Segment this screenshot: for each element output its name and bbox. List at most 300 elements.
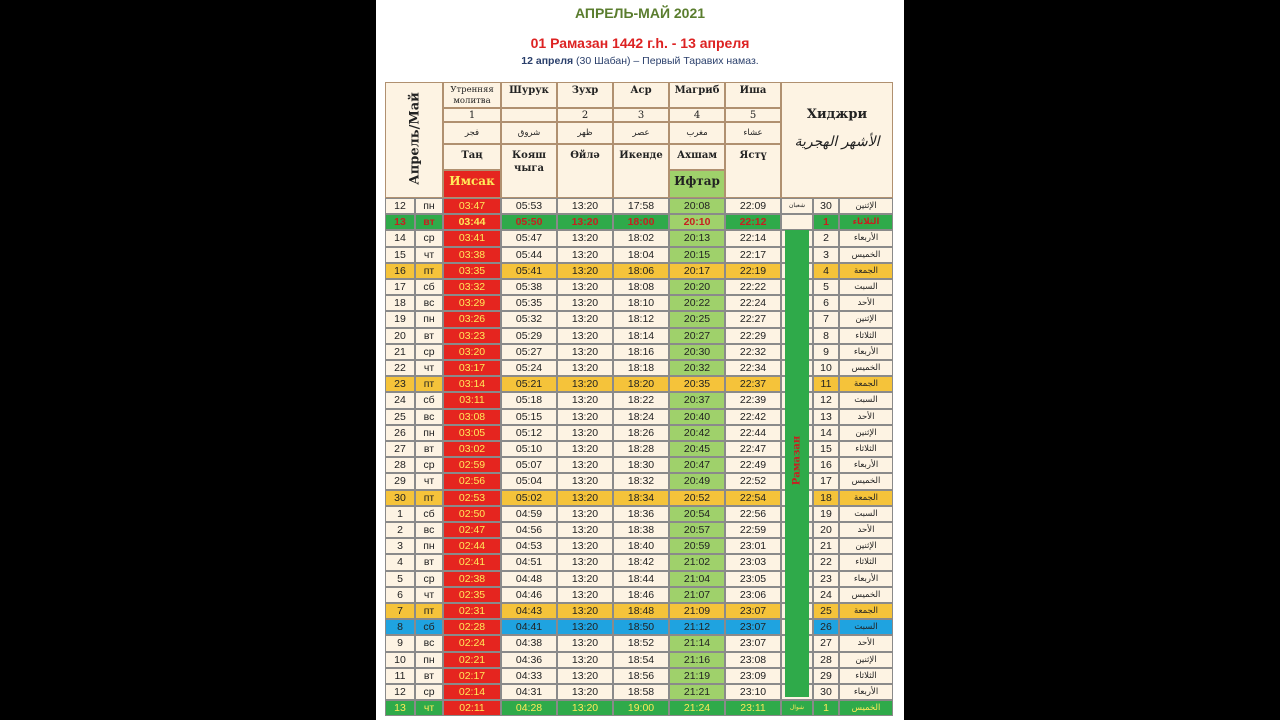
isha-header-tatar: Ястү bbox=[725, 144, 781, 198]
hijri-weekday-cell: الأحد bbox=[839, 635, 893, 651]
fajr-cell: 03:32 bbox=[443, 279, 501, 295]
asr-cell: 18:22 bbox=[613, 392, 669, 408]
zuhr-cell: 13:20 bbox=[557, 668, 613, 684]
maghrib-cell: 20:35 bbox=[669, 376, 725, 392]
taraweeh-note-text: (30 Шабан) – Первый Таравих намаз. bbox=[573, 55, 759, 67]
zuhr-cell: 13:20 bbox=[557, 571, 613, 587]
maghrib-cell: 21:24 bbox=[669, 700, 725, 716]
weekday-cell: сб bbox=[415, 392, 443, 408]
table-row bbox=[385, 360, 893, 376]
zuhr-header-tatar: Өйлә bbox=[557, 144, 613, 198]
day-cell: 8 bbox=[385, 619, 415, 635]
asr-cell: 18:16 bbox=[613, 344, 669, 360]
hijri-weekday-cell: الأحد bbox=[839, 295, 893, 311]
isha-cell: 23:01 bbox=[725, 538, 781, 554]
hijri-day-cell: 9 bbox=[813, 344, 839, 360]
weekday-cell: сб bbox=[415, 279, 443, 295]
table-row bbox=[385, 700, 893, 716]
shuruk-cell: 05:38 bbox=[501, 279, 557, 295]
table-row bbox=[385, 619, 893, 635]
day-cell: 19 bbox=[385, 311, 415, 327]
table-row bbox=[385, 425, 893, 441]
day-cell: 12 bbox=[385, 684, 415, 700]
weekday-cell: вс bbox=[415, 295, 443, 311]
shuruk-cell: 04:31 bbox=[501, 684, 557, 700]
hijri-weekday-cell: الجمعة bbox=[839, 603, 893, 619]
weekday-cell: ср bbox=[415, 571, 443, 587]
fajr-cell: 02:41 bbox=[443, 554, 501, 570]
month-header-label: Апрель/Май bbox=[407, 92, 423, 185]
hijri-day-cell: 16 bbox=[813, 457, 839, 473]
zuhr-cell: 13:20 bbox=[557, 279, 613, 295]
hijri-day-cell: 18 bbox=[813, 490, 839, 506]
weekday-cell: пн bbox=[415, 425, 443, 441]
fajr-header-tatar: Таң bbox=[443, 144, 501, 170]
day-cell: 20 bbox=[385, 328, 415, 344]
ramadan-start-subtitle: 01 Рамазан 1442 г.h. - 13 апреля bbox=[530, 35, 750, 51]
asr-cell: 18:06 bbox=[613, 263, 669, 279]
hijri-weekday-cell: الإثنين bbox=[839, 198, 893, 214]
hijri-day-cell: 28 bbox=[813, 652, 839, 668]
day-cell: 1 bbox=[385, 506, 415, 522]
asr-cell: 18:12 bbox=[613, 311, 669, 327]
asr-cell: 18:54 bbox=[613, 652, 669, 668]
fajr-cell: 02:21 bbox=[443, 652, 501, 668]
zuhr-header-arabic: ظهر bbox=[557, 122, 613, 144]
asr-cell: 19:00 bbox=[613, 700, 669, 716]
weekday-cell: ср bbox=[415, 684, 443, 700]
isha-cell: 23:09 bbox=[725, 668, 781, 684]
weekday-cell: ср bbox=[415, 344, 443, 360]
shuruk-cell: 04:59 bbox=[501, 506, 557, 522]
hijri-day-cell: 1 bbox=[813, 700, 839, 716]
day-cell: 26 bbox=[385, 425, 415, 441]
fajr-cell: 02:35 bbox=[443, 587, 501, 603]
shuruk-cell: 04:48 bbox=[501, 571, 557, 587]
maghrib-cell: 21:09 bbox=[669, 603, 725, 619]
isha-cell: 23:07 bbox=[725, 603, 781, 619]
hijri-day-cell: 12 bbox=[813, 392, 839, 408]
fajr-cell: 02:59 bbox=[443, 457, 501, 473]
isha-cell: 22:54 bbox=[725, 490, 781, 506]
shuruk-cell: 05:50 bbox=[501, 214, 557, 230]
fajr-cell: 02:24 bbox=[443, 635, 501, 651]
table-row bbox=[385, 441, 893, 457]
table-row bbox=[385, 198, 893, 214]
asr-cell: 18:30 bbox=[613, 457, 669, 473]
shuruk-cell: 05:44 bbox=[501, 247, 557, 263]
fajr-cell: 03:44 bbox=[443, 214, 501, 230]
hijri-day-cell: 25 bbox=[813, 603, 839, 619]
isha-cell: 23:05 bbox=[725, 571, 781, 587]
shuruk-cell: 04:33 bbox=[501, 668, 557, 684]
weekday-cell: пт bbox=[415, 603, 443, 619]
zuhr-cell: 13:20 bbox=[557, 409, 613, 425]
asr-cell: 18:14 bbox=[613, 328, 669, 344]
asr-cell: 18:32 bbox=[613, 473, 669, 489]
asr-cell: 18:50 bbox=[613, 619, 669, 635]
asr-cell: 18:44 bbox=[613, 571, 669, 587]
hijri-weekday-cell: الخميس bbox=[839, 700, 893, 716]
hijri-weekday-cell: الأربعاء bbox=[839, 571, 893, 587]
maghrib-cell: 21:04 bbox=[669, 571, 725, 587]
day-cell: 22 bbox=[385, 360, 415, 376]
asr-cell: 18:56 bbox=[613, 668, 669, 684]
maghrib-header-title: Магриб bbox=[669, 82, 725, 108]
asr-cell: 18:42 bbox=[613, 554, 669, 570]
shuruk-cell: 05:41 bbox=[501, 263, 557, 279]
asr-header-tatar: Икенде bbox=[613, 144, 669, 198]
hijri-day-cell: 4 bbox=[813, 263, 839, 279]
asr-header-num: 3 bbox=[613, 108, 669, 122]
day-cell: 10 bbox=[385, 652, 415, 668]
hijri-day-cell: 30 bbox=[813, 198, 839, 214]
asr-cell: 18:02 bbox=[613, 230, 669, 246]
fajr-cell: 03:20 bbox=[443, 344, 501, 360]
hijri-day-cell: 2 bbox=[813, 230, 839, 246]
hijri-day-cell: 22 bbox=[813, 554, 839, 570]
zuhr-cell: 13:20 bbox=[557, 376, 613, 392]
zuhr-cell: 13:20 bbox=[557, 619, 613, 635]
day-cell: 6 bbox=[385, 587, 415, 603]
fajr-cell: 02:31 bbox=[443, 603, 501, 619]
day-cell: 4 bbox=[385, 554, 415, 570]
isha-cell: 23:10 bbox=[725, 684, 781, 700]
maghrib-cell: 20:08 bbox=[669, 198, 725, 214]
zuhr-header-num: 2 bbox=[557, 108, 613, 122]
asr-header-title: Аср bbox=[613, 82, 669, 108]
zuhr-cell: 13:20 bbox=[557, 652, 613, 668]
hijri-weekday-cell: السبت bbox=[839, 279, 893, 295]
hijri-weekday-cell: الخميس bbox=[839, 360, 893, 376]
shuruk-cell: 05:35 bbox=[501, 295, 557, 311]
weekday-cell: вт bbox=[415, 554, 443, 570]
shuruk-header-arabic: شروق bbox=[501, 122, 557, 144]
maghrib-cell: 20:37 bbox=[669, 392, 725, 408]
hijri-day-cell: 26 bbox=[813, 619, 839, 635]
day-cell: 13 bbox=[385, 700, 415, 716]
weekday-cell: пт bbox=[415, 376, 443, 392]
hijri-day-cell: 30 bbox=[813, 684, 839, 700]
fajr-cell: 02:50 bbox=[443, 506, 501, 522]
day-cell: 13 bbox=[385, 214, 415, 230]
maghrib-cell: 20:20 bbox=[669, 279, 725, 295]
shuruk-cell: 04:56 bbox=[501, 522, 557, 538]
maghrib-header-num: 4 bbox=[669, 108, 725, 122]
maghrib-cell: 20:32 bbox=[669, 360, 725, 376]
hijri-day-cell: 6 bbox=[813, 295, 839, 311]
weekday-cell: вт bbox=[415, 668, 443, 684]
fajr-header-num: 1 bbox=[443, 108, 501, 122]
shuruk-cell: 04:36 bbox=[501, 652, 557, 668]
isha-cell: 22:27 bbox=[725, 311, 781, 327]
imsak-header: Имсак bbox=[443, 170, 501, 198]
hijri-day-cell: 23 bbox=[813, 571, 839, 587]
weekday-cell: сб bbox=[415, 506, 443, 522]
zuhr-cell: 13:20 bbox=[557, 295, 613, 311]
weekday-cell: чт bbox=[415, 700, 443, 716]
day-cell: 11 bbox=[385, 668, 415, 684]
weekday-cell: вс bbox=[415, 522, 443, 538]
zuhr-cell: 13:20 bbox=[557, 700, 613, 716]
isha-cell: 22:59 bbox=[725, 522, 781, 538]
zuhr-cell: 13:20 bbox=[557, 392, 613, 408]
fajr-cell: 03:11 bbox=[443, 392, 501, 408]
maghrib-cell: 21:07 bbox=[669, 587, 725, 603]
shuruk-cell: 05:18 bbox=[501, 392, 557, 408]
zuhr-cell: 13:20 bbox=[557, 473, 613, 489]
table-row bbox=[385, 652, 893, 668]
shuruk-header-tatar: Кояш чыга bbox=[501, 144, 557, 198]
day-cell: 17 bbox=[385, 279, 415, 295]
fajr-cell: 02:53 bbox=[443, 490, 501, 506]
isha-cell: 23:08 bbox=[725, 652, 781, 668]
hijri-weekday-cell: الثلاثاء bbox=[839, 328, 893, 344]
isha-cell: 22:17 bbox=[725, 247, 781, 263]
zuhr-cell: 13:20 bbox=[557, 506, 613, 522]
shuruk-cell: 04:43 bbox=[501, 603, 557, 619]
zuhr-cell: 13:20 bbox=[557, 635, 613, 651]
asr-cell: 18:34 bbox=[613, 490, 669, 506]
shuruk-cell: 05:21 bbox=[501, 376, 557, 392]
maghrib-header-tatar: Ахшам bbox=[669, 144, 725, 170]
shuruk-cell: 04:41 bbox=[501, 619, 557, 635]
hijri-weekday-cell: الجمعة bbox=[839, 490, 893, 506]
table-row bbox=[385, 538, 893, 554]
asr-cell: 18:46 bbox=[613, 587, 669, 603]
asr-cell: 18:36 bbox=[613, 506, 669, 522]
hijri-weekday-cell: الأربعاء bbox=[839, 230, 893, 246]
hijri-day-cell: 27 bbox=[813, 635, 839, 651]
isha-cell: 22:52 bbox=[725, 473, 781, 489]
hijri-day-cell: 10 bbox=[813, 360, 839, 376]
day-cell: 16 bbox=[385, 263, 415, 279]
weekday-cell: пт bbox=[415, 490, 443, 506]
day-cell: 30 bbox=[385, 490, 415, 506]
isha-cell: 23:07 bbox=[725, 619, 781, 635]
isha-cell: 22:34 bbox=[725, 360, 781, 376]
day-cell: 25 bbox=[385, 409, 415, 425]
fajr-cell: 02:11 bbox=[443, 700, 501, 716]
table-row bbox=[385, 554, 893, 570]
zuhr-cell: 13:20 bbox=[557, 311, 613, 327]
maghrib-cell: 20:59 bbox=[669, 538, 725, 554]
weekday-cell: ср bbox=[415, 457, 443, 473]
asr-cell: 18:10 bbox=[613, 295, 669, 311]
maghrib-cell: 20:13 bbox=[669, 230, 725, 246]
hijri-weekday-cell: الإثنين bbox=[839, 538, 893, 554]
asr-cell: 18:00 bbox=[613, 214, 669, 230]
zuhr-cell: 13:20 bbox=[557, 522, 613, 538]
hijri-weekday-cell: الثلاثاء bbox=[839, 668, 893, 684]
fajr-header-arabic: فجر bbox=[443, 122, 501, 144]
isha-cell: 22:44 bbox=[725, 425, 781, 441]
table-row bbox=[385, 522, 893, 538]
hijri-header bbox=[781, 82, 893, 198]
day-cell: 3 bbox=[385, 538, 415, 554]
hijri-header-title: Хиджри bbox=[806, 107, 868, 122]
hijri-day-cell: 1 bbox=[813, 214, 839, 230]
maghrib-cell: 21:14 bbox=[669, 635, 725, 651]
ramadan-band bbox=[785, 230, 809, 697]
zuhr-cell: 13:20 bbox=[557, 344, 613, 360]
hijri-day-cell: 20 bbox=[813, 522, 839, 538]
zuhr-cell: 13:20 bbox=[557, 247, 613, 263]
zuhr-cell: 13:20 bbox=[557, 490, 613, 506]
day-cell: 29 bbox=[385, 473, 415, 489]
isha-cell: 23:11 bbox=[725, 700, 781, 716]
isha-header-title: Иша bbox=[725, 82, 781, 108]
table-row bbox=[385, 376, 893, 392]
fajr-cell: 03:47 bbox=[443, 198, 501, 214]
isha-cell: 22:39 bbox=[725, 392, 781, 408]
hijri-day-cell: 7 bbox=[813, 311, 839, 327]
maghrib-cell: 20:57 bbox=[669, 522, 725, 538]
fajr-cell: 03:05 bbox=[443, 425, 501, 441]
day-cell: 5 bbox=[385, 571, 415, 587]
hijri-weekday-cell: الثلاثاء bbox=[839, 441, 893, 457]
day-cell: 14 bbox=[385, 230, 415, 246]
timetable-page bbox=[376, 0, 904, 720]
table-row bbox=[385, 230, 893, 246]
hijri-day-cell: 21 bbox=[813, 538, 839, 554]
shuruk-cell: 05:15 bbox=[501, 409, 557, 425]
shuruk-cell: 05:12 bbox=[501, 425, 557, 441]
isha-cell: 22:14 bbox=[725, 230, 781, 246]
hijri-day-cell: 29 bbox=[813, 668, 839, 684]
hijri-weekday-cell: السبت bbox=[839, 506, 893, 522]
weekday-cell: вт bbox=[415, 441, 443, 457]
table-row bbox=[385, 684, 893, 700]
fajr-header-title bbox=[443, 82, 501, 108]
isha-cell: 22:24 bbox=[725, 295, 781, 311]
hijri-weekday-cell: الخميس bbox=[839, 473, 893, 489]
isha-cell: 22:22 bbox=[725, 279, 781, 295]
prayer-timetable bbox=[385, 82, 893, 714]
shuruk-cell: 04:53 bbox=[501, 538, 557, 554]
table-row bbox=[385, 587, 893, 603]
shuruk-cell: 05:29 bbox=[501, 328, 557, 344]
fajr-cell: 03:23 bbox=[443, 328, 501, 344]
weekday-cell: вс bbox=[415, 409, 443, 425]
ramadan-band-label: Рамазан bbox=[791, 435, 803, 486]
fajr-cell: 03:29 bbox=[443, 295, 501, 311]
shuruk-cell: 05:04 bbox=[501, 473, 557, 489]
hijri-day-cell: 3 bbox=[813, 247, 839, 263]
day-cell: 23 bbox=[385, 376, 415, 392]
fajr-cell: 02:17 bbox=[443, 668, 501, 684]
zuhr-cell: 13:20 bbox=[557, 684, 613, 700]
table-row bbox=[385, 571, 893, 587]
maghrib-cell: 20:25 bbox=[669, 311, 725, 327]
hijri-day-cell: 5 bbox=[813, 279, 839, 295]
table-row bbox=[385, 328, 893, 344]
table-row bbox=[385, 635, 893, 651]
day-cell: 24 bbox=[385, 392, 415, 408]
isha-header-num: 5 bbox=[725, 108, 781, 122]
weekday-cell: вт bbox=[415, 328, 443, 344]
weekday-cell: пт bbox=[415, 263, 443, 279]
isha-cell: 22:12 bbox=[725, 214, 781, 230]
hijri-weekday-cell: الجمعة bbox=[839, 263, 893, 279]
fajr-cell: 02:44 bbox=[443, 538, 501, 554]
isha-cell: 23:07 bbox=[725, 635, 781, 651]
isha-cell: 23:06 bbox=[725, 587, 781, 603]
day-cell: 21 bbox=[385, 344, 415, 360]
zuhr-cell: 13:20 bbox=[557, 360, 613, 376]
asr-cell: 18:38 bbox=[613, 522, 669, 538]
maghrib-cell: 20:52 bbox=[669, 490, 725, 506]
hijri-weekday-cell: الإثنين bbox=[839, 652, 893, 668]
table-row bbox=[385, 473, 893, 489]
hijri-day-cell: 8 bbox=[813, 328, 839, 344]
maghrib-cell: 20:15 bbox=[669, 247, 725, 263]
table-row bbox=[385, 279, 893, 295]
day-cell: 27 bbox=[385, 441, 415, 457]
zuhr-cell: 13:20 bbox=[557, 554, 613, 570]
zuhr-cell: 13:20 bbox=[557, 198, 613, 214]
weekday-cell: чт bbox=[415, 473, 443, 489]
fajr-cell: 02:28 bbox=[443, 619, 501, 635]
table-row bbox=[385, 344, 893, 360]
weekday-cell: пн bbox=[415, 311, 443, 327]
day-cell: 9 bbox=[385, 635, 415, 651]
day-cell: 12 bbox=[385, 198, 415, 214]
fajr-cell: 03:41 bbox=[443, 230, 501, 246]
isha-cell: 22:47 bbox=[725, 441, 781, 457]
maghrib-header-arabic: مغرب bbox=[669, 122, 725, 144]
shuruk-cell: 04:51 bbox=[501, 554, 557, 570]
hijri-day-cell: 13 bbox=[813, 409, 839, 425]
table-row bbox=[385, 392, 893, 408]
hijri-weekday-cell: الجمعة bbox=[839, 376, 893, 392]
shuruk-cell: 05:27 bbox=[501, 344, 557, 360]
hijri-weekday-cell: الإثنين bbox=[839, 311, 893, 327]
table-row bbox=[385, 409, 893, 425]
asr-header-arabic: عصر bbox=[613, 122, 669, 144]
table-row bbox=[385, 311, 893, 327]
table-row bbox=[385, 263, 893, 279]
hijri-weekday-cell: الأربعاء bbox=[839, 457, 893, 473]
isha-cell: 22:56 bbox=[725, 506, 781, 522]
table-row bbox=[385, 214, 893, 230]
hijri-weekday-cell: الثلاثاء bbox=[839, 554, 893, 570]
fajr-cell: 02:56 bbox=[443, 473, 501, 489]
hijri-day-cell: 24 bbox=[813, 587, 839, 603]
taraweeh-note bbox=[376, 55, 904, 67]
fajr-cell: 03:08 bbox=[443, 409, 501, 425]
isha-cell: 23:03 bbox=[725, 554, 781, 570]
shuruk-cell: 05:10 bbox=[501, 441, 557, 457]
fajr-cell: 02:14 bbox=[443, 684, 501, 700]
fajr-title: Утренняя молитва bbox=[450, 85, 494, 106]
zuhr-cell: 13:20 bbox=[557, 328, 613, 344]
shuruk-cell: 05:47 bbox=[501, 230, 557, 246]
asr-cell: 17:58 bbox=[613, 198, 669, 214]
weekday-cell: чт bbox=[415, 247, 443, 263]
table-row bbox=[385, 295, 893, 311]
maghrib-cell: 20:17 bbox=[669, 263, 725, 279]
zuhr-cell: 13:20 bbox=[557, 263, 613, 279]
asr-cell: 18:08 bbox=[613, 279, 669, 295]
zuhr-cell: 13:20 bbox=[557, 230, 613, 246]
weekday-cell: пн bbox=[415, 198, 443, 214]
weekday-cell: пн bbox=[415, 652, 443, 668]
weekday-cell: вс bbox=[415, 635, 443, 651]
maghrib-cell: 20:10 bbox=[669, 214, 725, 230]
asr-cell: 18:04 bbox=[613, 247, 669, 263]
hijri-weekday-cell: الأحد bbox=[839, 409, 893, 425]
